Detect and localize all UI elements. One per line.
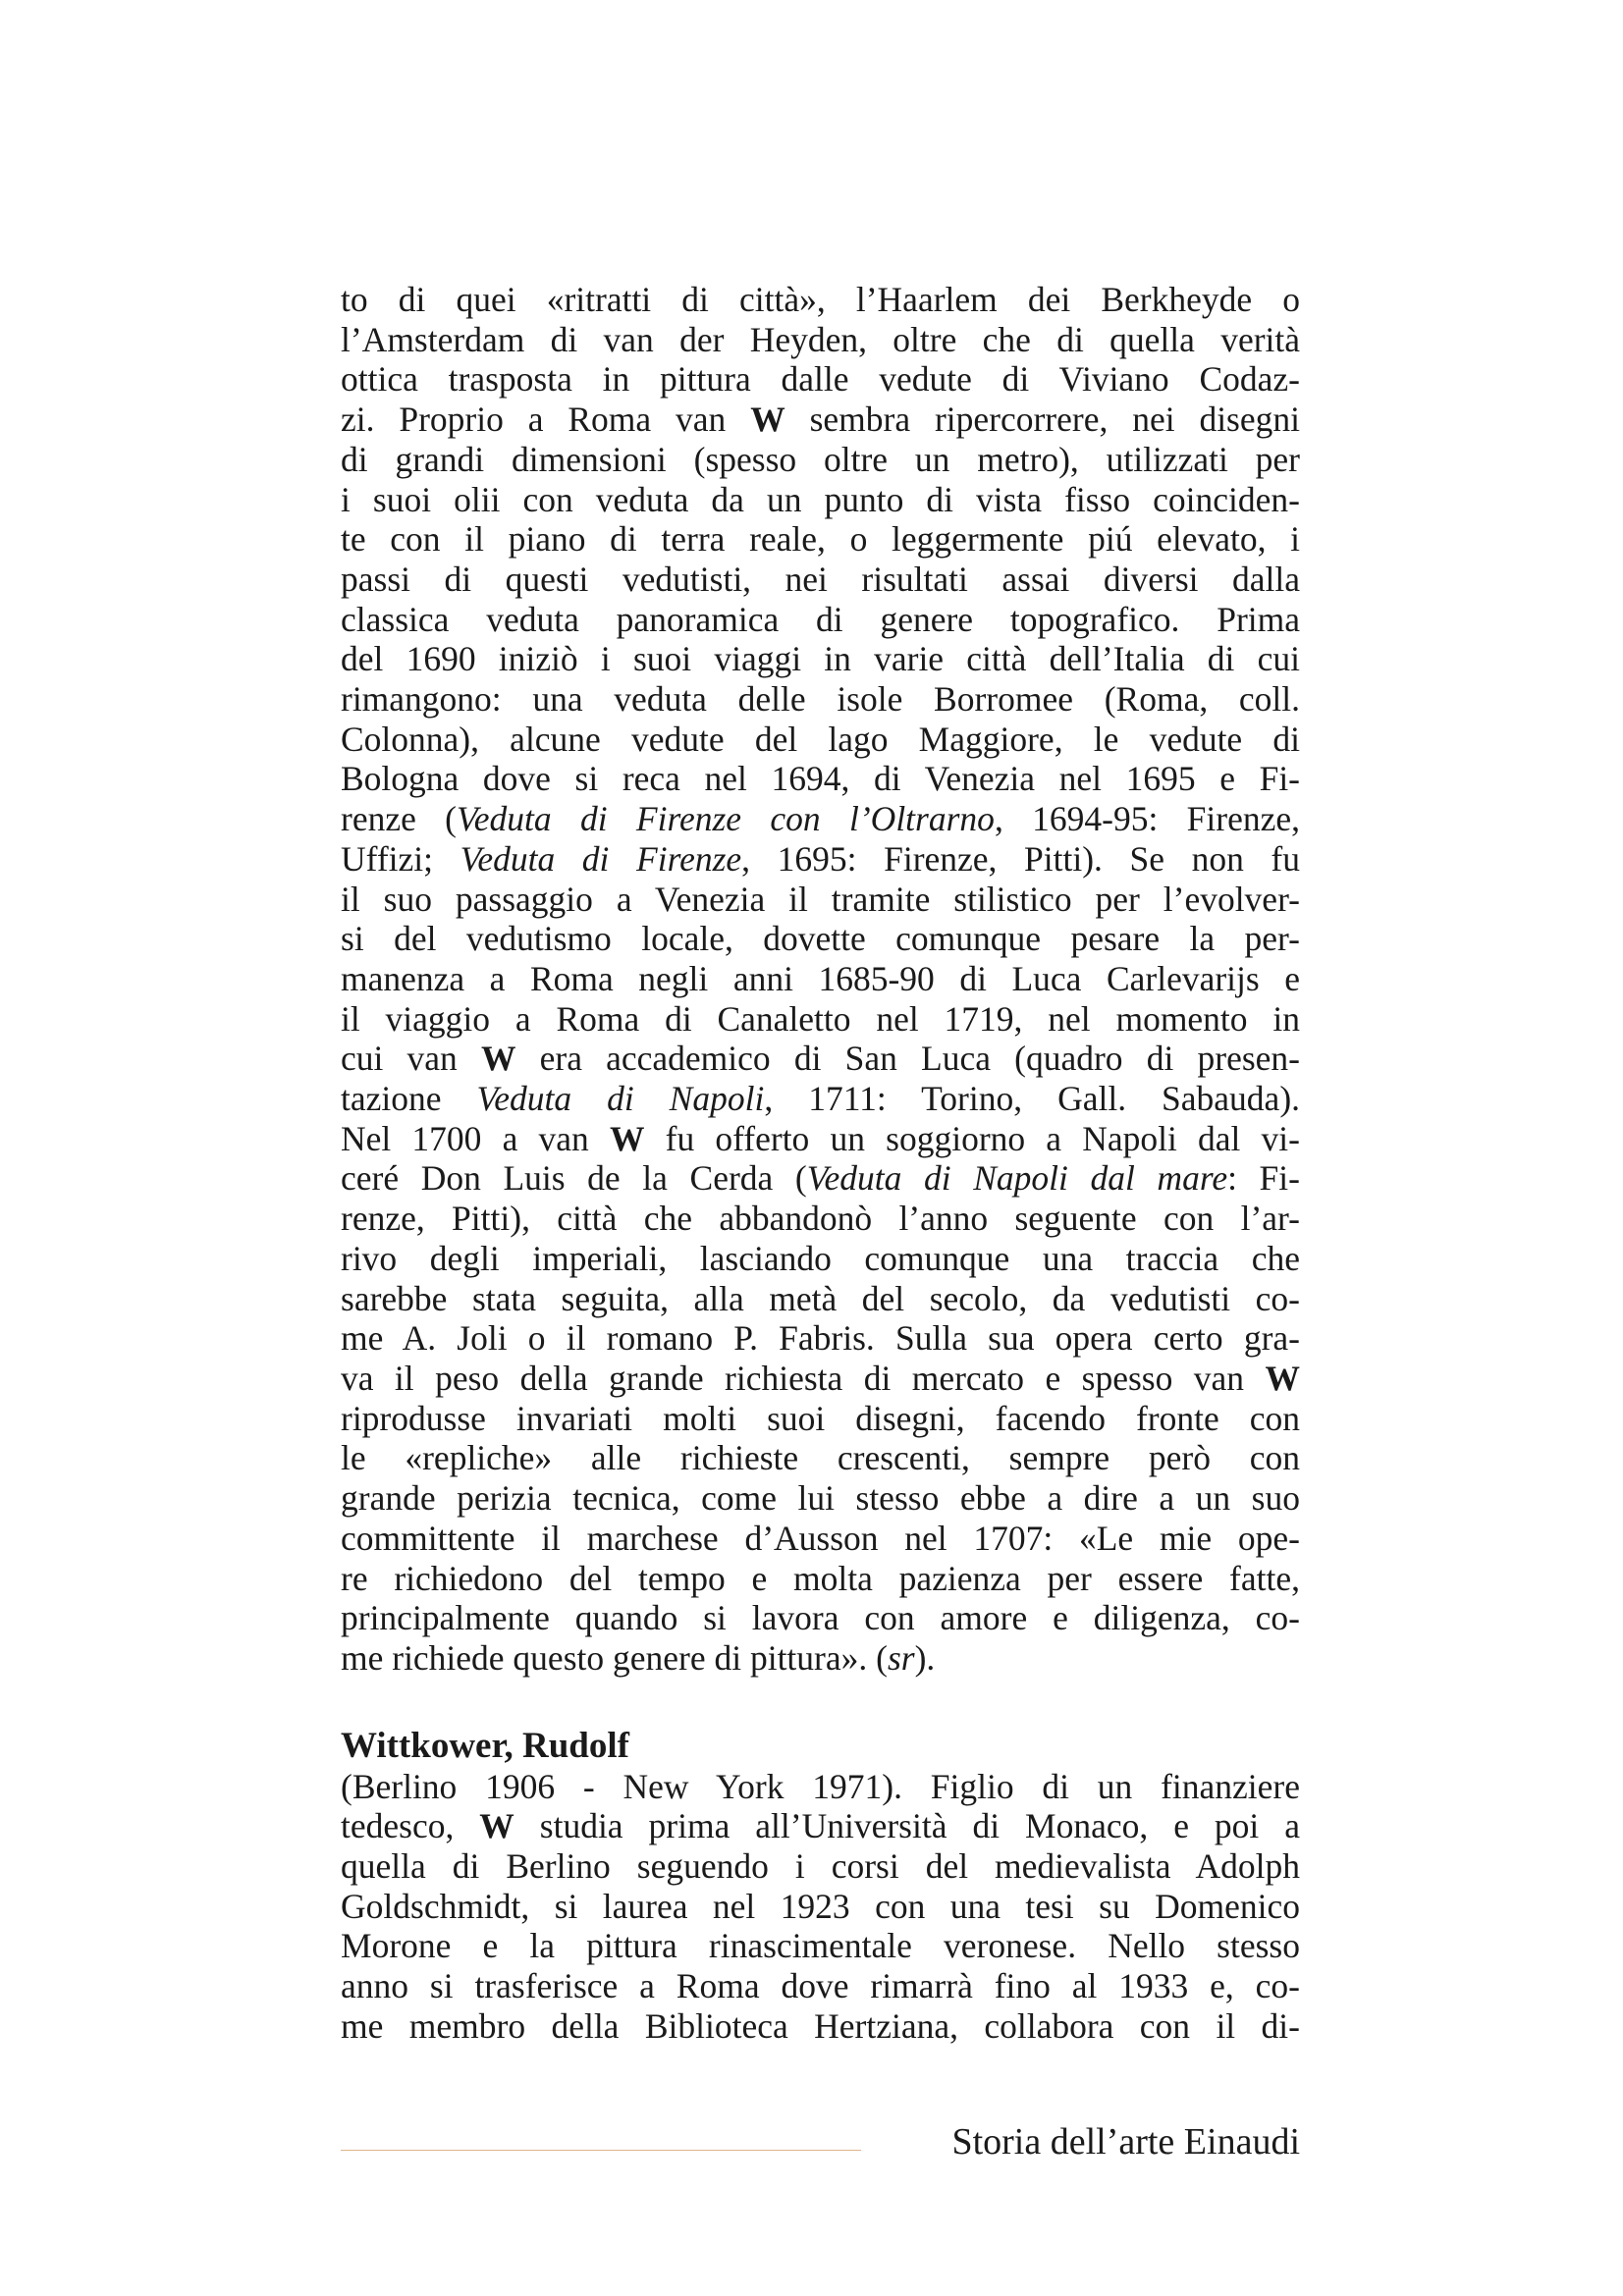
text-line: renze (Veduta di Firenze con l’Oltrarno, 1694-95: Firenze, xyxy=(341,799,1301,839)
text-line: quella di Berlino seguendo i corsi del medievalista Adolph xyxy=(341,1846,1300,1887)
text-line: committente il marchese d’Ausson nel 1707: «Le mie ope- xyxy=(341,1518,1300,1558)
text-line: Nel 1700 a van W fu offerto un soggiorno a Napoli dal vi- xyxy=(341,1118,1300,1158)
text-line: l’Amsterdam di van der Heyden, oltre che di quella verità xyxy=(341,319,1300,359)
page-content xyxy=(341,280,1300,2047)
text-line: me A. Joli o il romano P. Fabris. Sulla sua opera certo gra- xyxy=(341,1318,1300,1359)
text-line: il suo passaggio a Venezia il tramite stilistico per l’evolver- xyxy=(341,879,1300,919)
text-line: di grandi dimensioni (spesso oltre un metro), utilizzati per xyxy=(341,439,1300,479)
text-line: si del vedutismo locale, dovette comunque pesare la per- xyxy=(341,919,1300,959)
entry-wittkower-text xyxy=(341,1767,1300,2047)
text-line: rivo degli imperiali, lasciando comunque una traccia che xyxy=(341,1238,1300,1278)
text-line: del 1690 iniziò i suoi viaggi in varie città dell’Italia di cui xyxy=(341,639,1300,679)
text-line: tedesco, W studia prima all’Università di Monaco, e poi a xyxy=(341,1806,1300,1846)
text-line: grande perizia tecnica, come lui stesso ebbe a dire a un suo xyxy=(341,1478,1300,1519)
text-line: me membro della Biblioteca Hertziana, collabora con il di- xyxy=(341,2005,1300,2046)
text-line: Uffizi; Veduta di Firenze, 1695: Firenze, Pitti). Se non fu xyxy=(341,838,1301,879)
text-line: to di quei «ritratti di città», l’Haarlem dei Berkheyde o xyxy=(341,280,1300,319)
entry-paragraph xyxy=(341,1767,1300,2047)
text-line: il viaggio a Roma di Canaletto nel 1719, nel momento in xyxy=(341,998,1300,1039)
footer-title: Storia dell’arte Einaudi xyxy=(951,2121,1300,2163)
text-line: re richiedono del tempo e molta pazienza per essere fatte, xyxy=(341,1558,1300,1598)
text-line: (Berlino 1906 - New York 1971). Figlio di un finanziere xyxy=(341,1766,1300,1806)
text-line: cui van W era accademico di San Luca (quadro di presen- xyxy=(341,1039,1300,1079)
text-line: ceré Don Luis de la Cerda (Veduta di Napoli dal mare: Fi- xyxy=(341,1158,1300,1199)
text-line: Goldschmidt, si laurea nel 1923 con una tesi su Domenico xyxy=(341,1886,1300,1926)
entry-heading: Wittkower, Rudolf xyxy=(341,1725,629,1766)
text-line: manenza a Roma negli anni 1685-90 di Luca Carlevarijs e xyxy=(341,958,1300,998)
text-line: Bologna dove si reca nel 1694, di Venezia nel 1695 e Fi- xyxy=(341,759,1300,799)
page-footer xyxy=(341,2120,1300,2167)
text-line: riprodusse invariati molti suoi disegni, facendo fronte con xyxy=(341,1398,1300,1438)
text-line: classica veduta panoramica di genere topografico. Prima xyxy=(341,599,1300,639)
text-line: me richiede questo genere di pittura». (sr). xyxy=(341,1637,936,1678)
text-line: Morone e la pittura rinascimentale veronese. Nello stesso xyxy=(341,1926,1300,1966)
text-line: ottica trasposta in pittura dalle vedute di Viviano Codaz- xyxy=(341,359,1300,400)
text-line: renze, Pitti), città che abbandonò l’anno seguente con l’ar- xyxy=(341,1199,1300,1239)
text-line: sarebbe stata seguita, alla metà del secolo, da vedutisti co- xyxy=(341,1278,1300,1318)
text-line: Colonna), alcune vedute del lago Maggiore, le vedute di xyxy=(341,719,1300,759)
text-line: te con il piano di terra reale, o leggermente piú elevato, i xyxy=(341,519,1300,560)
text-line: va il peso della grande richiesta di mercato e spesso van W xyxy=(341,1358,1300,1398)
text-line: tazione Veduta di Napoli, 1711: Torino, Gall. Sabauda). xyxy=(341,1079,1301,1119)
entry-continuation xyxy=(341,280,1300,1679)
entry-paragraph xyxy=(341,280,1300,1679)
footer-rule xyxy=(341,2150,861,2151)
text-line: zi. Proprio a Roma van W sembra ripercorrere, nei disegni xyxy=(341,400,1300,440)
text-line: principalmente quando si lavora con amore e diligenza, co- xyxy=(341,1598,1300,1638)
text-line: i suoi olii con veduta da un punto di vista fisso coinciden- xyxy=(341,479,1300,519)
text-line: anno si trasferisce a Roma dove rimarrà fino al 1933 e, co- xyxy=(341,1966,1300,2006)
text-line: passi di questi vedutisti, nei risultati assai diversi dalla xyxy=(341,559,1300,599)
text-line: rimangono: una veduta delle isole Borromee (Roma, coll. xyxy=(341,679,1300,720)
text-line: le «repliche» alle richieste crescenti, sempre però con xyxy=(341,1438,1300,1478)
